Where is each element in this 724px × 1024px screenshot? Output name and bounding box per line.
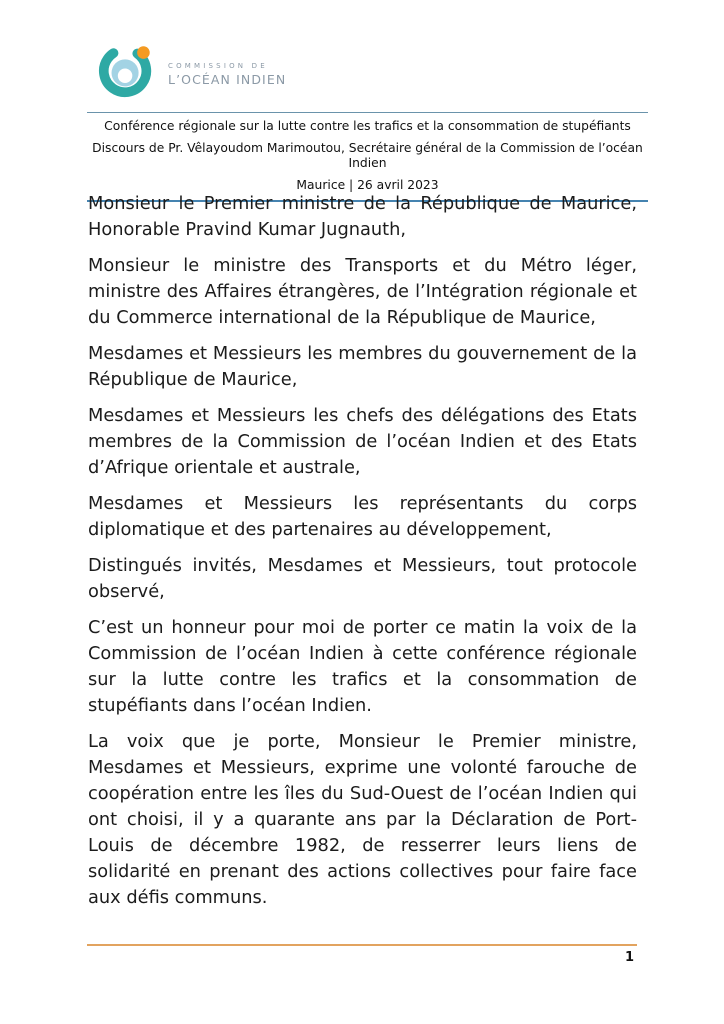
page-number: 1 <box>624 950 634 965</box>
ioc-logo-icon <box>98 40 156 98</box>
logo-line-1: COMMISSION DE <box>168 61 268 70</box>
body-paragraph: Monsieur le ministre des Transports et du Métro léger, ministre des Affaires étrangères, de l’Intégration régionale et du Commerce international de la République de Maurice, <box>88 255 637 328</box>
document-header <box>87 112 648 202</box>
body-paragraph: Distingués invités, Mesdames et Messieurs, tout protocole observé, <box>88 555 637 602</box>
speech-subtitle: Discours de Pr. Vêlayoudom Marimoutou, Secrétaire général de la Commission de l’océan Indien <box>92 141 643 170</box>
conference-title: Conférence régionale sur la lutte contre les trafics et la consommation de stupéfiants <box>104 119 631 133</box>
body-paragraph: Mesdames et Messieurs les chefs des délégations des Etats membres de la Commission de l’océan Indien et des Etats d’Afrique orientale et australe, <box>88 405 637 478</box>
ioc-logo-wordmark <box>168 52 286 87</box>
logo-line-2: L’OCÉAN INDIEN <box>168 71 287 87</box>
speech-body <box>88 191 637 921</box>
body-paragraph: Monsieur le Premier ministre de la République de Maurice, Honorable Pravind Kumar Jugnauth, <box>88 193 637 240</box>
date-line: Maurice | 26 avril 2023 <box>296 178 439 192</box>
body-paragraph: La voix que je porte, Monsieur le Premier ministre, Mesdames et Messieurs, exprime une volonté farouche de coopération entre les îles du Sud-Ouest de l’océan Indien qui ont choisi, il y a quarante ans par la Déclaration de Port-Louis de décembre 1982, de resserrer leurs liens de solidarité en prenant des actions collectives pour faire face aux défis communs. <box>88 731 637 908</box>
ioc-logo <box>98 40 286 98</box>
body-paragraph: Mesdames et Messieurs les représentants du corps diplomatique et des partenaires au développement, <box>88 493 637 540</box>
footer-rule <box>87 944 637 946</box>
body-paragraph: C’est un honneur pour moi de porter ce matin la voix de la Commission de l’océan Indien à cette conférence régionale sur la lutte contre les trafics et la consommation de stupéfiants dans l’océan Indien. <box>88 617 637 716</box>
body-paragraph: Mesdames et Messieurs les membres du gouvernement de la République de Maurice, <box>88 343 637 390</box>
